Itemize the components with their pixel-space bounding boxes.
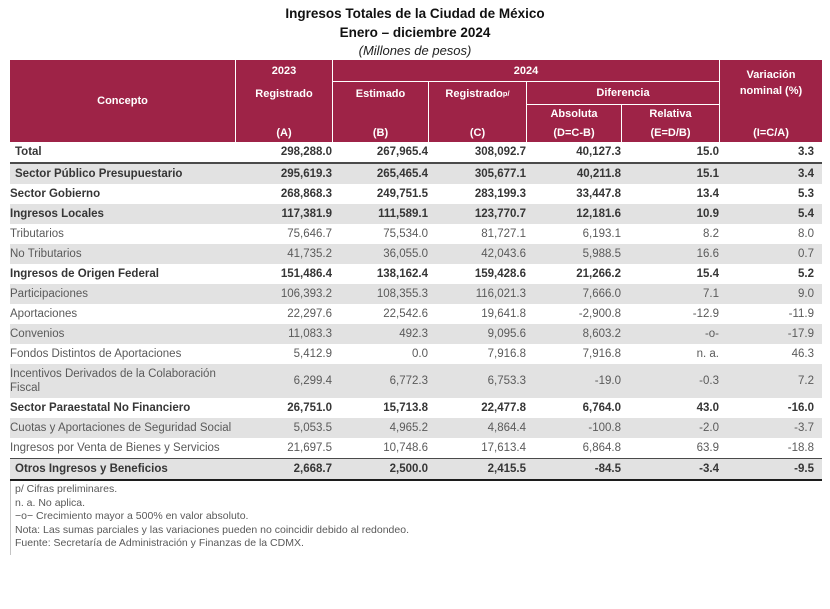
row-value: 9,095.6 xyxy=(487,328,526,340)
header-key-i: (I=C/A) xyxy=(753,126,789,139)
header-key-d: (D=C-B) xyxy=(553,126,595,139)
header-key-e: (E=D/B) xyxy=(650,126,691,139)
row-value: 2,500.0 xyxy=(332,459,428,481)
row-value: 151,486.4 xyxy=(280,268,332,280)
row-value: 3.3 xyxy=(719,142,822,163)
header-spacer xyxy=(333,105,428,123)
header-2023-year: 2023 xyxy=(271,65,297,77)
header-variacion-line2: nominal (%) xyxy=(739,85,803,97)
row-value: 10.9 xyxy=(696,208,719,220)
row-value: 4,864.4 xyxy=(487,422,526,434)
table-body-table xyxy=(10,142,822,481)
row-value: 12,181.6 xyxy=(576,208,621,220)
row-value: 116,021.3 xyxy=(475,288,526,300)
row-value: 305,677.1 xyxy=(474,168,526,180)
header-registrado-label: Registrado p/ xyxy=(445,87,510,100)
row-value: -9.5 xyxy=(719,459,822,481)
header-spacer xyxy=(720,98,822,123)
row-concepto: Otros Ingresos y Beneficios xyxy=(10,459,235,481)
income-table xyxy=(10,60,822,481)
row-value: 21,697.5 xyxy=(287,442,332,454)
header-absoluta xyxy=(526,105,621,142)
header-variacion xyxy=(719,60,822,142)
header-relativa-label: Relativa xyxy=(649,108,692,120)
row-value: 15,713.8 xyxy=(383,402,428,414)
row-value: 5,053.5 xyxy=(293,422,332,434)
row-concepto: Total xyxy=(10,142,235,163)
row-concepto: Ingresos por Venta de Bienes y Servicios xyxy=(10,442,220,454)
row-value: -3.7 xyxy=(794,422,814,434)
row-value: 5.2 xyxy=(798,268,814,280)
row-value: 6,764.0 xyxy=(582,402,621,414)
row-value: 2,415.5 xyxy=(428,459,526,481)
table-row xyxy=(10,244,822,264)
row-value: 63.9 xyxy=(696,442,719,454)
row-value: 5.4 xyxy=(798,208,814,220)
header-key-b: (B) xyxy=(372,126,389,139)
row-value: 108,355.3 xyxy=(376,288,428,300)
row-value: 40,211.8 xyxy=(576,168,621,180)
row-value: 46.3 xyxy=(791,348,814,360)
row-value: -12.9 xyxy=(692,308,719,320)
header-relativa xyxy=(621,105,719,142)
row-value: 15.4 xyxy=(696,268,719,280)
row-value: 7.1 xyxy=(703,288,719,300)
row-value: -84.5 xyxy=(526,459,621,481)
row-value: 75,646.7 xyxy=(287,228,332,240)
row-value: 19,641.8 xyxy=(481,308,526,320)
row-value: 8.0 xyxy=(798,228,814,240)
row-value: 5.3 xyxy=(798,188,814,200)
row-value: 308,092.7 xyxy=(428,142,526,163)
row-value: 138,162.4 xyxy=(376,268,428,280)
row-value: 0.7 xyxy=(798,248,814,260)
header-estimado xyxy=(332,82,428,142)
row-value: 492.3 xyxy=(399,328,428,340)
row-value: -o- xyxy=(704,328,719,340)
header-2023-label: Registrado xyxy=(255,87,313,100)
row-value: 7,916.8 xyxy=(582,348,621,360)
header-key-c: (C) xyxy=(469,126,486,139)
row-value: -17.9 xyxy=(787,328,814,340)
table-row xyxy=(10,438,822,459)
header-diferencia: Diferencia xyxy=(526,82,719,105)
row-concepto: Tributarios xyxy=(10,228,64,240)
row-value: 6,772.3 xyxy=(389,375,428,387)
header-variacion-line1: Variación xyxy=(746,69,796,81)
row-value: 41,735.2 xyxy=(287,248,332,260)
row-value: 36,055.0 xyxy=(383,248,428,260)
row-value: 5,988.5 xyxy=(582,248,621,260)
row-concepto: Participaciones xyxy=(10,288,88,300)
row-value: 159,428.6 xyxy=(474,268,526,280)
row-value: 16.6 xyxy=(696,248,719,260)
header-2024: 2024 xyxy=(332,60,719,82)
row-value: 8,603.2 xyxy=(582,328,621,340)
row-value: -0.3 xyxy=(699,375,719,387)
table-row xyxy=(10,264,822,284)
page-title: Ingresos Totales de la Ciudad de México xyxy=(285,6,545,21)
row-concepto: Ingresos Locales xyxy=(10,208,104,220)
table-row xyxy=(10,304,822,324)
row-value: 7,666.0 xyxy=(582,288,621,300)
header-key-a: (A) xyxy=(276,126,292,139)
header-spacer xyxy=(429,105,526,123)
table-row xyxy=(10,344,822,364)
row-value: 43.0 xyxy=(696,402,719,414)
header-estimado-label: Estimado xyxy=(355,87,406,100)
row-value: 6,864.8 xyxy=(582,442,621,454)
row-value: 17,613.4 xyxy=(481,442,526,454)
row-value: 117,381.9 xyxy=(281,208,332,220)
row-value: 298,288.0 xyxy=(235,142,332,163)
row-value: 15.0 xyxy=(621,142,719,163)
row-concepto: Convenios xyxy=(10,328,65,340)
row-concepto: No Tributarios xyxy=(10,248,82,260)
table-row xyxy=(10,398,822,418)
row-value: 26,751.0 xyxy=(287,402,332,414)
row-value: -11.9 xyxy=(788,308,814,320)
row-value: 42,043.6 xyxy=(481,248,526,260)
row-value: -16.0 xyxy=(787,402,814,414)
row-concepto: Incentivos Derivados de la Colaboración Fiscal xyxy=(10,368,216,394)
row-value: 295,619.3 xyxy=(280,168,332,180)
row-value: 6,753.3 xyxy=(487,375,526,387)
unit-note: (Millones de pesos) xyxy=(358,43,472,58)
table-header xyxy=(10,60,822,142)
table-row xyxy=(10,364,822,398)
row-value: 0.0 xyxy=(412,348,428,360)
footnote-preliminary: p/ Cifras preliminares. xyxy=(15,483,118,495)
footnote-rounding: Nota: Las sumas parciales y las variaciones pueden no coincidir debido al redondeo. xyxy=(15,523,409,536)
table-row xyxy=(10,418,822,438)
row-value: 111,589.1 xyxy=(378,208,428,220)
row-value: -3.4 xyxy=(621,459,719,481)
row-value: 13.4 xyxy=(696,188,719,200)
row-value: 283,199.3 xyxy=(474,188,526,200)
header-absoluta-label: Absoluta xyxy=(550,108,598,120)
table-row xyxy=(10,163,822,184)
row-concepto: Sector Paraestatal No Financiero xyxy=(10,402,191,414)
row-value: -18.8 xyxy=(787,442,814,454)
footnote-source: Fuente: Secretaría de Administración y Finanzas de la CDMX. xyxy=(15,537,304,549)
row-value: 21,266.2 xyxy=(576,268,621,280)
page-subtitle: Enero – diciembre 2024 xyxy=(339,25,491,40)
row-value: 6,299.4 xyxy=(293,375,332,387)
footnotes xyxy=(10,481,830,555)
row-value: 9.0 xyxy=(798,288,814,300)
footnote-o: −o− Crecimiento mayor a 500% en valor absoluto. xyxy=(15,510,249,522)
row-value: n. a. xyxy=(696,348,719,360)
table-row xyxy=(10,459,822,481)
row-concepto: Sector Público Presupuestario xyxy=(15,168,183,180)
row-value: 7.2 xyxy=(798,375,814,387)
header-2023-registrado xyxy=(235,60,332,142)
row-value: 11,083.3 xyxy=(288,328,332,340)
row-concepto: Fondos Distintos de Aportaciones xyxy=(10,348,182,360)
row-value: 267,965.4 xyxy=(332,142,428,163)
header-registrado-text: Registrado xyxy=(445,87,503,100)
row-value: 6,193.1 xyxy=(582,228,621,240)
table-row xyxy=(10,204,822,224)
row-concepto: Cuotas y Aportaciones de Seguridad Social xyxy=(10,422,232,434)
row-value: 7,916.8 xyxy=(487,348,526,360)
header-concepto: Concepto xyxy=(97,95,148,107)
row-value: 3.4 xyxy=(798,168,814,180)
row-value: 268,868.3 xyxy=(280,188,332,200)
row-value: 33,447.8 xyxy=(576,188,621,200)
row-value: 75,534.0 xyxy=(383,228,428,240)
row-value: -100.8 xyxy=(588,422,621,434)
row-value: 8.2 xyxy=(703,228,719,240)
table-body xyxy=(10,142,822,480)
footnote-na: n. a. No aplica. xyxy=(15,496,86,509)
row-value: 123,770.7 xyxy=(474,208,526,220)
row-concepto: Aportaciones xyxy=(10,308,78,320)
row-value: 5,412.9 xyxy=(293,348,332,360)
title-block xyxy=(0,4,830,60)
header-registrado-2024 xyxy=(428,82,526,142)
table-row xyxy=(10,184,822,204)
row-value: 22,297.6 xyxy=(287,308,332,320)
table-row xyxy=(10,142,822,163)
row-value: 249,751.5 xyxy=(376,188,428,200)
row-concepto: Ingresos de Origen Federal xyxy=(10,268,159,280)
table-row xyxy=(10,324,822,344)
row-value: 15.1 xyxy=(696,168,719,180)
row-value: 22,542.6 xyxy=(383,308,428,320)
row-value: 40,127.3 xyxy=(526,142,621,163)
row-value: 2,668.7 xyxy=(235,459,332,481)
row-value: 4,965.2 xyxy=(389,422,428,434)
row-value: 22,477.8 xyxy=(481,402,526,414)
row-value: -2.0 xyxy=(699,422,719,434)
row-concepto: Sector Gobierno xyxy=(10,188,101,200)
header-spacer xyxy=(236,105,332,123)
row-value: -2,900.8 xyxy=(578,308,621,320)
row-value: 106,393.2 xyxy=(280,288,332,300)
row-value: 10,748.6 xyxy=(383,442,428,454)
row-value: 265,465.4 xyxy=(376,168,428,180)
row-value: 81,727.1 xyxy=(481,228,526,240)
table-row xyxy=(10,224,822,244)
row-value: -19.0 xyxy=(594,375,621,387)
table-row xyxy=(10,284,822,304)
